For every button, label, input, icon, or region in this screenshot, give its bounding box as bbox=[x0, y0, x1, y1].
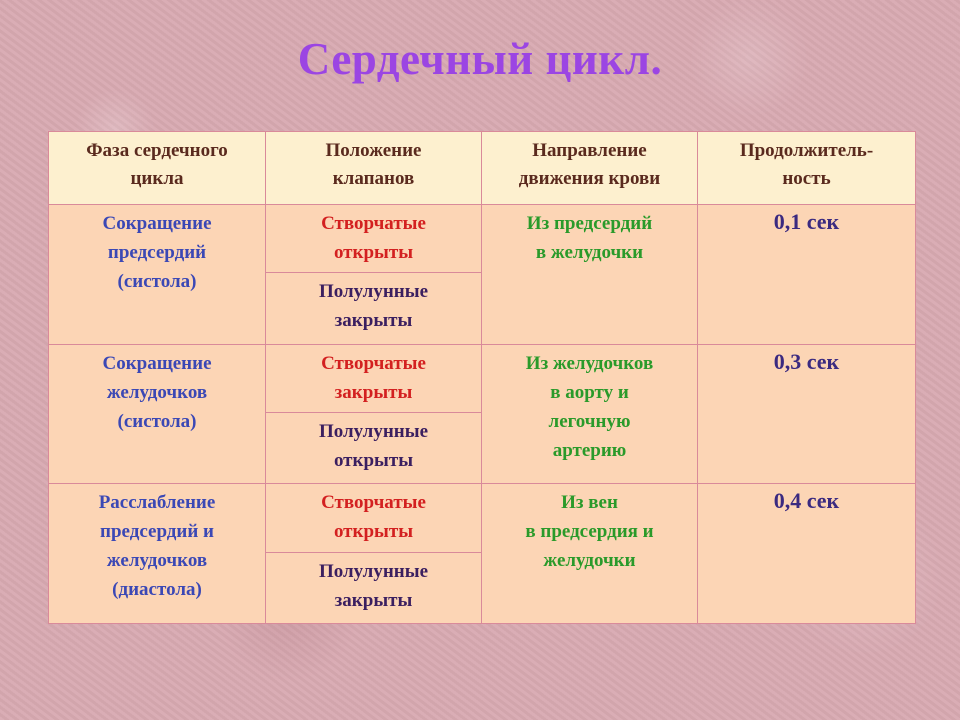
phase-cell: Сокращение предсердий (систола) bbox=[49, 205, 266, 345]
table-row bbox=[49, 205, 916, 273]
duration-cell: 0,4 сек bbox=[698, 484, 916, 624]
slide-title: Сердечный цикл. bbox=[297, 34, 663, 84]
header-duration: Продолжитель- ность bbox=[698, 132, 916, 205]
duration-cell: 0,1 сек bbox=[698, 205, 916, 345]
valve-semilunar-cell: Полулунные открыты bbox=[266, 412, 482, 483]
valve-semilunar-cell: Полулунные закрыты bbox=[266, 273, 482, 344]
phase-cell: Сокращение желудочков (систола) bbox=[49, 344, 266, 484]
valve-atrioventricular-cell: Створчатые открыты bbox=[266, 205, 482, 273]
valve-semilunar-cell: Полулунные закрыты bbox=[266, 552, 482, 623]
phase-cell: Расслабление предсердий и желудочков (диастола) bbox=[49, 484, 266, 624]
duration-cell: 0,3 сек bbox=[698, 344, 916, 484]
table-header-row bbox=[49, 132, 916, 205]
direction-cell: Из желудочков в аорту и легочную артерию bbox=[482, 344, 698, 484]
header-valves: Положение клапанов bbox=[266, 132, 482, 205]
valve-atrioventricular-cell: Створчатые открыты bbox=[266, 484, 482, 552]
cardiac-cycle-table bbox=[48, 131, 916, 624]
table-row bbox=[49, 484, 916, 552]
valve-atrioventricular-cell: Створчатые закрыты bbox=[266, 344, 482, 412]
direction-cell: Из вен в предсердия и желудочки bbox=[482, 484, 698, 624]
header-phase: Фаза сердечного цикла bbox=[49, 132, 266, 205]
direction-cell: Из предсердий в желудочки bbox=[482, 205, 698, 345]
table-row bbox=[49, 344, 916, 412]
header-direction: Направление движения крови bbox=[482, 132, 698, 205]
